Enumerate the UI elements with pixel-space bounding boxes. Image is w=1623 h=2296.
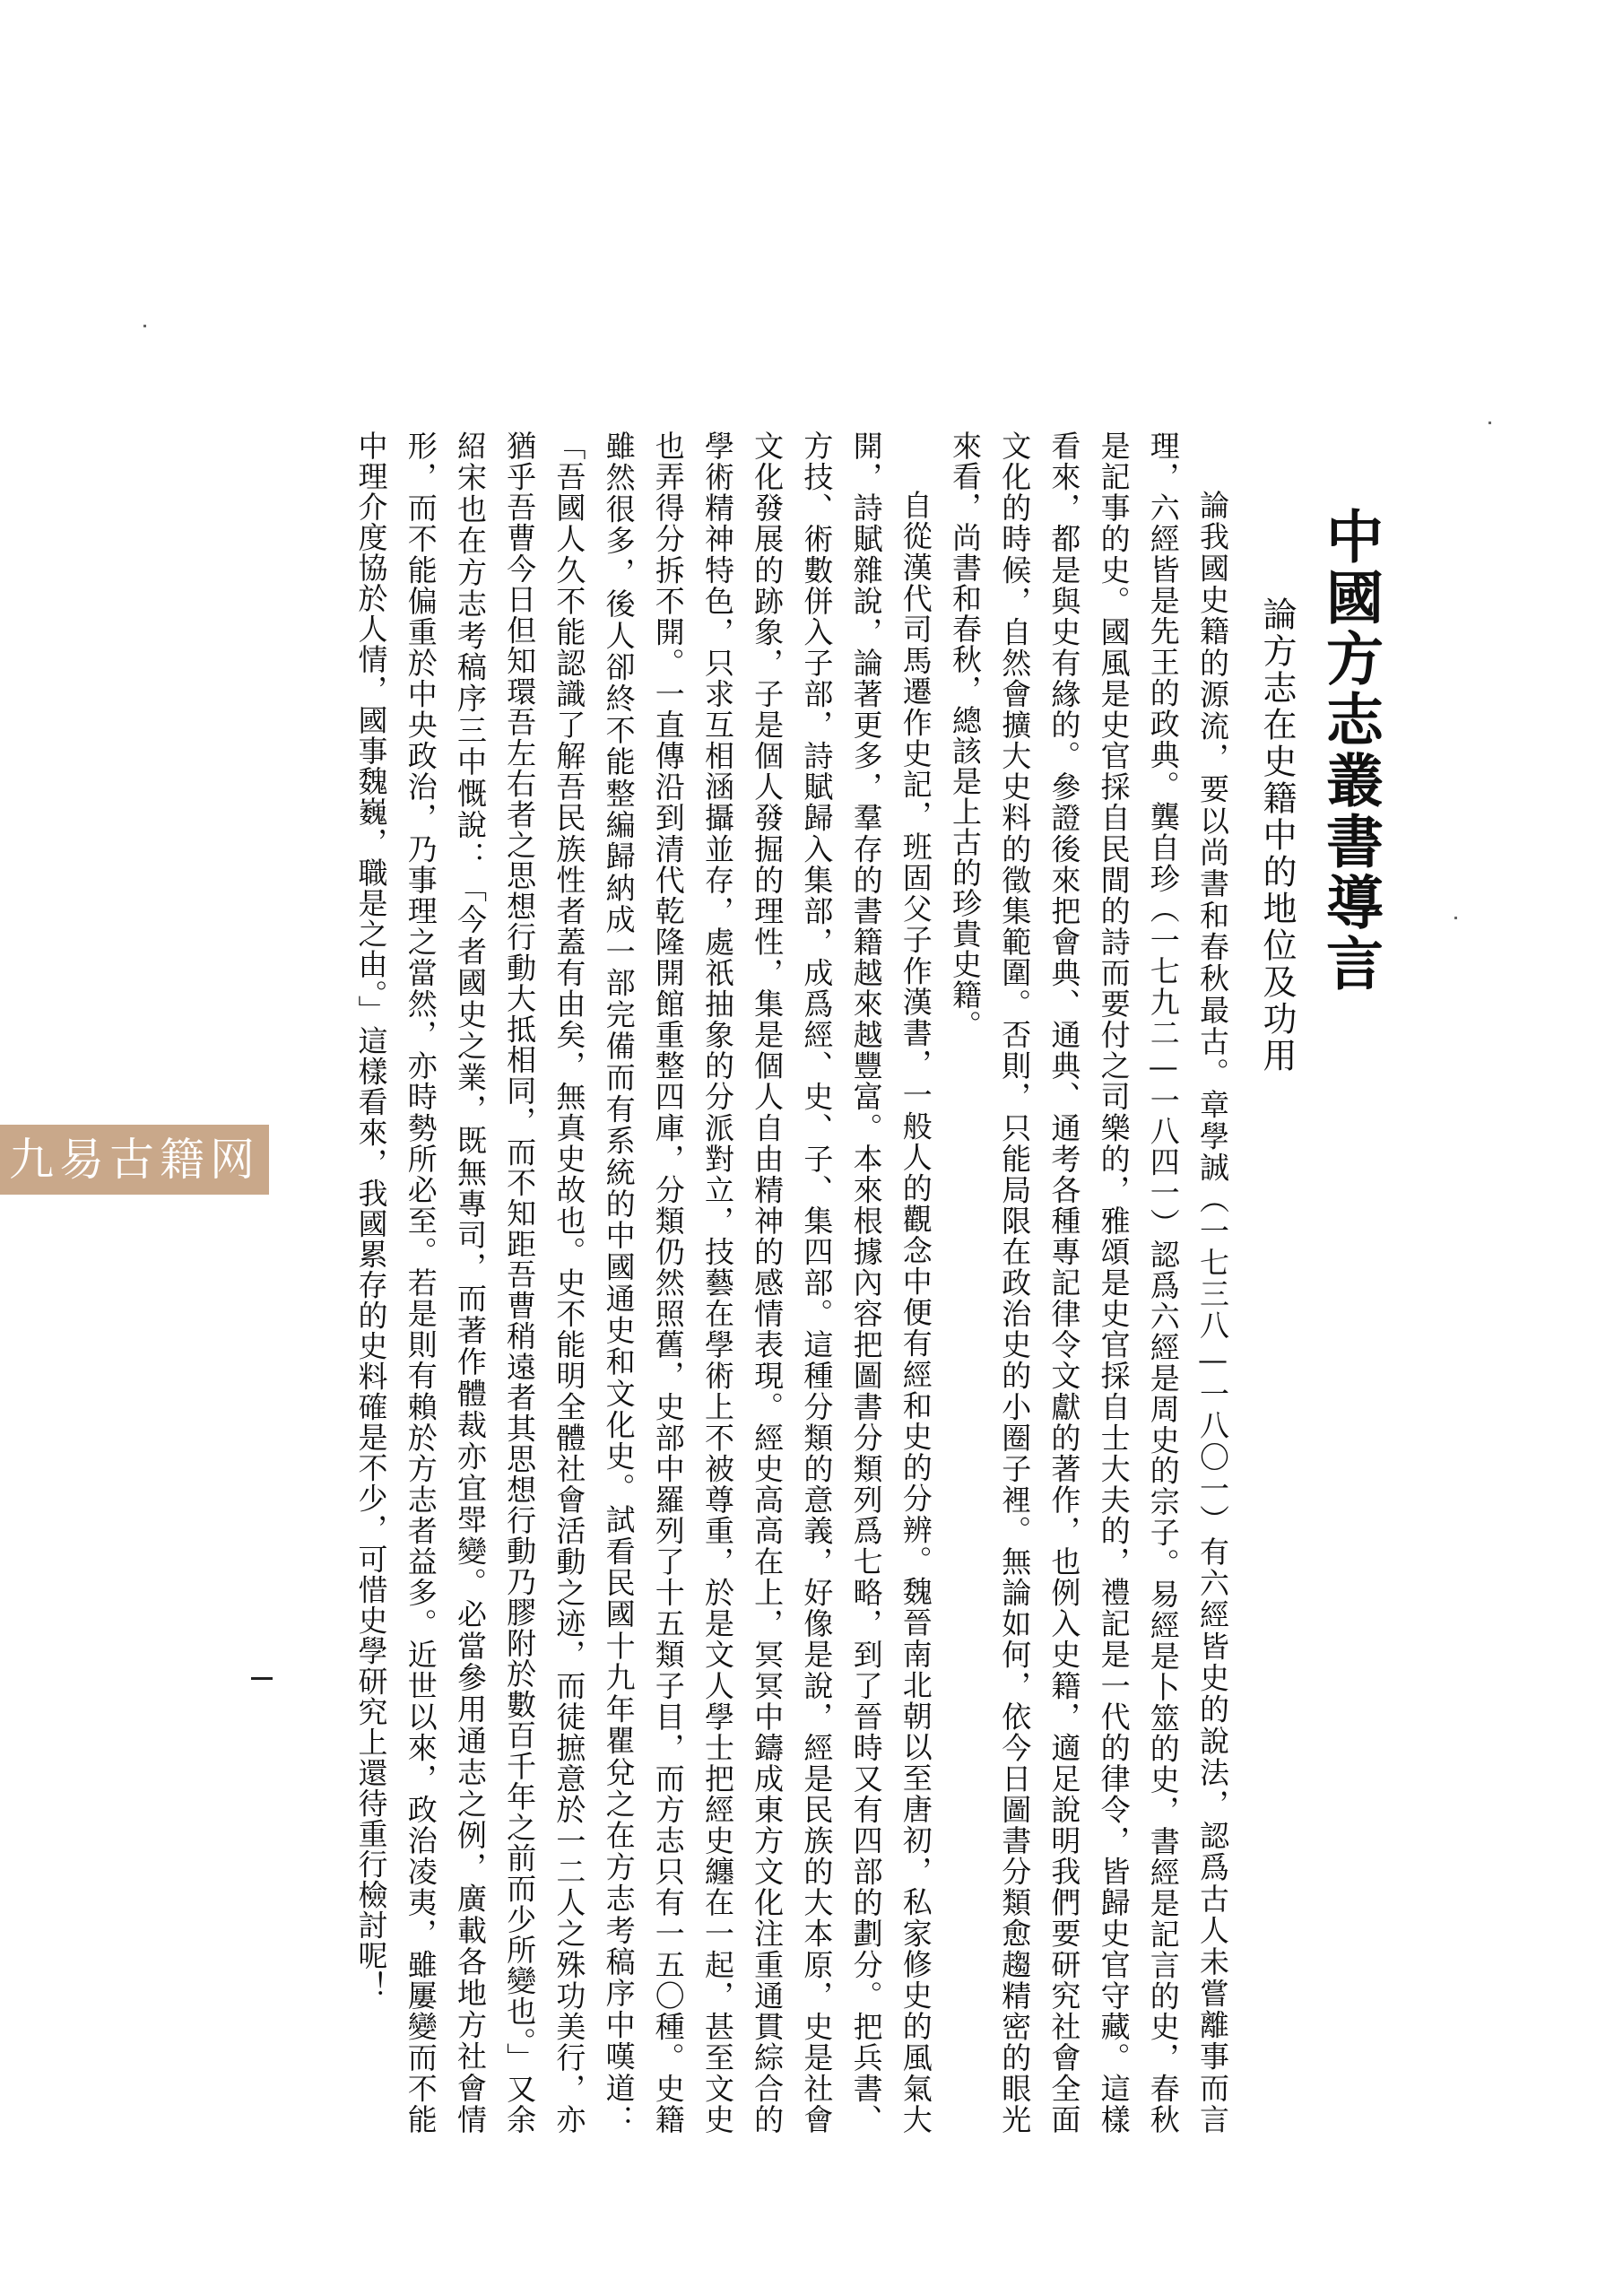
scan-speck bbox=[1454, 917, 1457, 919]
paragraph-2: 自從漢代司馬遷作史記，班固父子作漢書，一般人的觀念中便有經和史的分辨。魏晉南北朝以至唐初，私家修史的風氣大開，詩賦雜說，論著更多，羣存的書籍越來越豐富。本來根據內容把圖書分類列爲七略，到了晉時又有四部的劃分。把兵書、方技、術數併入子部，詩賦歸入集部，成爲經、史、子、集四部。這種分類的意義，好像是說，經是民族的大本原，史是社會文化發展的跡象，子是個人發掘的理性，集是個人自由精神的感情表現。經史高高在上，冥冥中鑄成東方文化注重通貫綜合的學術精神特色，只求互相涵攝並存，處祇抽象的分派對立，技藝在學術上不被尊重，於是文人學士把經史纏在一起，甚至文史也弄得分拆不開。一直傳沿到清代乾隆開館重整四庫，分類仍然照舊，史部中羅列了十五類子目，而方志只有一五〇種。史籍雖然很多，後人卻終不能整編歸納成一部完備而有系統的中國通史和文化史。試看民國十九年瞿兌之在方志考稿序中嘆道：「吾國人久不能認識了解吾民族性者蓋有由矣，無真史故也。史不能明全體社會活動之迹，而徒摭意於一二人之殊功美行，亦猶乎吾曹今日但知環吾左右者之思想行動大抵相同，而不知距吾曹稍遠者其思想行動乃膠附於數百千年之前而少所變也。」又余紹宋也在方志考稿序三中慨說：「今者國史之業，既無專司，而著作體裁亦宜斝變。必當參用通志之例，廣載各地方社會情形，而不能偏重於中央政治，乃事理之當然，亦時勢所必至。若是則有賴於方志者益多。近世以來，政治凌夷，雖屢變而不能中理介度協於人情，國事魏巍，職是之由。」這樣看來，我國累存的史料確是不少，可惜史學研究上還待重行檢討呢！ bbox=[353, 430, 933, 2135]
document-title: 中國方志叢書導言 bbox=[1316, 507, 1384, 995]
document-subtitle: 論方志在史籍中的地位及功用 bbox=[1257, 596, 1297, 1074]
watermark-logo: 九易古籍网 bbox=[0, 1125, 269, 1195]
margin-mark bbox=[251, 1677, 273, 1680]
paragraph-1: 論我國史籍的源流，要以尚書和春秋最古。章學誠（一七三八—一八〇一）有六經皆史的說法，認爲古人未嘗離事而言理，六經皆是先王的政典。龔自珍（一七九二—一八四一）認爲六經是周史的宗子。易經是卜筮的史，書經是記言的史，春秋是記事的史。國風是史官採自民間的詩而要付之司樂的，雅頌是史官採自士大夫的，禮記是一代的律令，皆歸史官守藏。這樣看來，都是與史有緣的。參證後來把會典、通典、通考各種專記律令文獻的著作，也例入史籍，適足說明我們要研究社會全面文化的時候，自然會擴大史料的徵集範圍。否則，只能局限在政治史的小圈子裡。無論如何，依今日圖書分類愈趨精密的眼光來看，尚書和春秋，總該是上古的珍貴史籍。 bbox=[947, 430, 1230, 2135]
scan-speck bbox=[143, 325, 146, 327]
body-text bbox=[346, 430, 1237, 2135]
scan-speck bbox=[1488, 422, 1491, 424]
